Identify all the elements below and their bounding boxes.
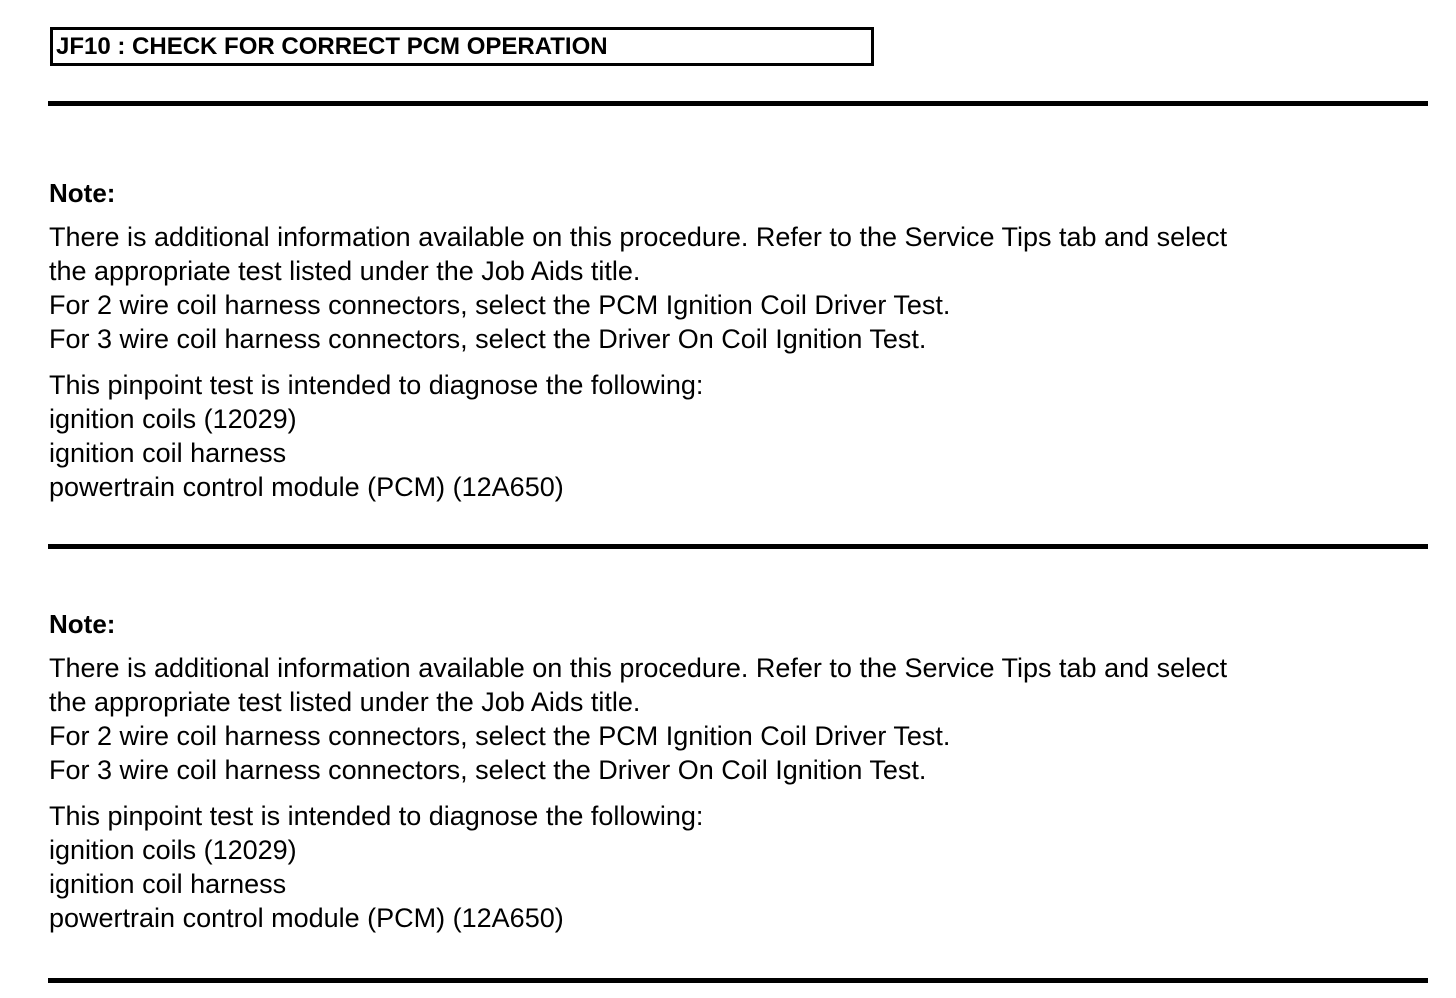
note-info-line: For 3 wire coil harness connectors, select the Driver On Coil Ignition Test. [49,324,927,354]
note-info-line: There is additional information available on this procedure. Refer to the Service Tips tab and select [49,653,1228,683]
diagnose-item: ignition coil harness [49,869,287,899]
divider-top [48,101,1428,106]
diagnose-item: powertrain control module (PCM) (12A650) [49,472,564,502]
note-info-line: For 2 wire coil harness connectors, select the PCM Ignition Coil Driver Test. [49,721,951,751]
paragraph-gap [49,356,1439,368]
note-info-line: the appropriate test listed under the Job Aids title. [49,256,641,286]
diagnose-intro: This pinpoint test is intended to diagnose the following: [49,370,704,400]
note-info-line: the appropriate test listed under the Job Aids title. [49,687,641,717]
procedure-title: JF10 : CHECK FOR CORRECT PCM OPERATION [56,33,608,60]
note-info-line: For 2 wire coil harness connectors, select the PCM Ignition Coil Driver Test. [49,290,951,320]
paragraph-gap [49,787,1439,799]
note-section-1 [49,178,1439,504]
diagnose-item: powertrain control module (PCM) (12A650) [49,903,564,933]
diagnose-intro: This pinpoint test is intended to diagnose the following: [49,801,704,831]
note-info-line: There is additional information available on this procedure. Refer to the Service Tips tab and select [49,222,1228,252]
divider-bottom [48,978,1428,983]
note-section-2 [49,609,1439,935]
divider-middle [48,544,1428,549]
note-heading: Note: [49,609,116,639]
procedure-title-box [50,27,874,66]
diagnose-item: ignition coils (12029) [49,835,297,865]
note-info-line: For 3 wire coil harness connectors, select the Driver On Coil Ignition Test. [49,755,927,785]
diagnose-item: ignition coil harness [49,438,287,468]
note-heading: Note: [49,178,116,208]
diagnose-item: ignition coils (12029) [49,404,297,434]
